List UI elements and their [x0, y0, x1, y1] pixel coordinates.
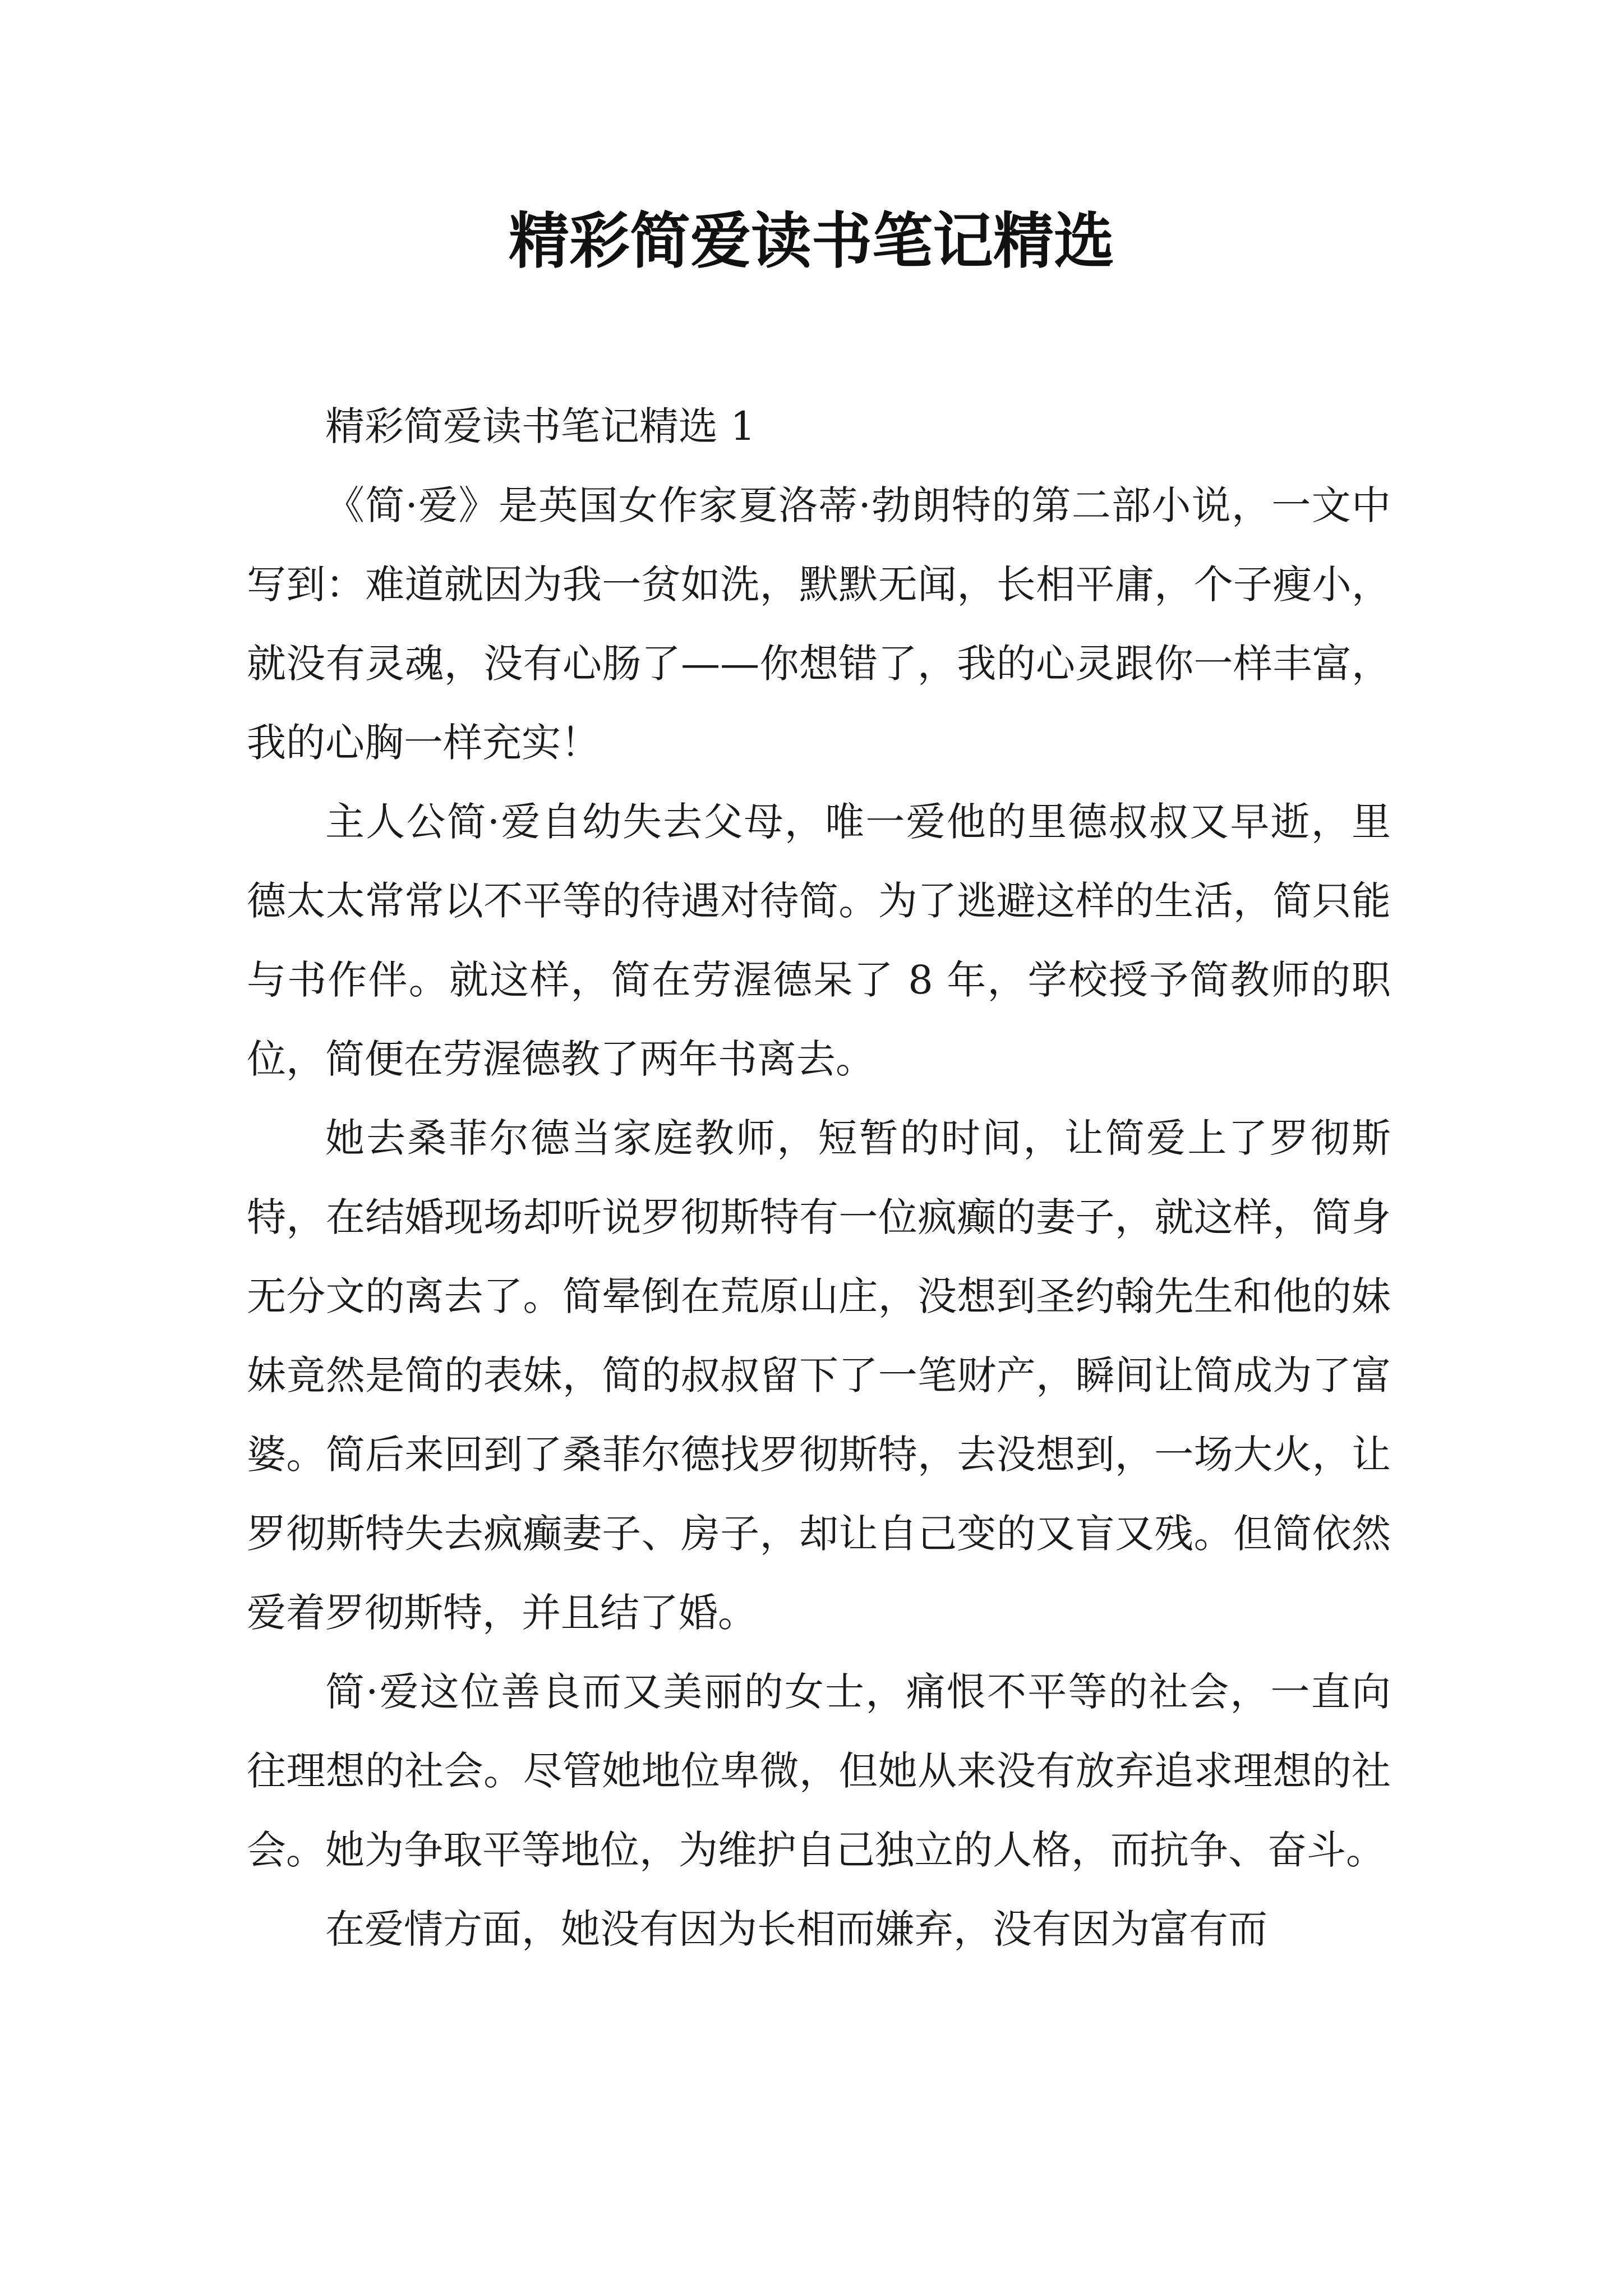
- paragraph: 简·爱这位善良而又美丽的女士，痛恨不平等的社会，一直向往理想的社会。尽管她地位卑微，但她从来没有放弃追求理想的社会。她为争取平等地位，为维护自己独立的人格，而抗争、奋斗。: [247, 1669, 1391, 1873]
- paragraph: 《简·爱》是英国女作家夏洛蒂·勃朗特的第二部小说，一文中写到：难道就因为我一贫如洗，默默无闻，长相平庸，个子瘦小，就没有灵魂，没有心肠了——你想错了，我的心灵跟你一样丰富，我的心胸一样充实！: [247, 482, 1391, 766]
- paragraph: 主人公简·爱自幼失去父母，唯一爱他的里德叔叔又早逝，里德太太常常以不平等的待遇对待简。为了逃避这样的生活，简只能与书作伴。就这样，简在劳渥德呆了 8 年，学校授予简教师的职位，简便在劳渥德教了两年书离去。: [247, 799, 1391, 1082]
- paragraph: 在爱情方面，她没有因为长相而嫌弃，没有因为富有而: [325, 1906, 1267, 1952]
- document-body: [247, 387, 1391, 1969]
- paragraph: 她去桑菲尔德当家庭教师，短暂的时间，让简爱上了罗彻斯特，在结婚现场却听说罗彻斯特有一位疯癫的妻子，就这样，简身无分文的离去了。简晕倒在荒原山庄，没想到圣约翰先生和他的妹妹竟然是简的表妹，简的叔叔留下了一笔财产，瞬间让简成为了富婆。简后来回到了桑菲尔德找罗彻斯特，去没想到，一场大火，让罗彻斯特失去疯癫妻子、房子，却让自己变的又盲又残。但简依然爱着罗彻斯特，并且结了婚。: [247, 1115, 1391, 1636]
- document-title: 精彩简爱读书笔记精选: [508, 206, 1114, 277]
- section-heading: 精彩简爱读书笔记精选 1: [325, 403, 755, 449]
